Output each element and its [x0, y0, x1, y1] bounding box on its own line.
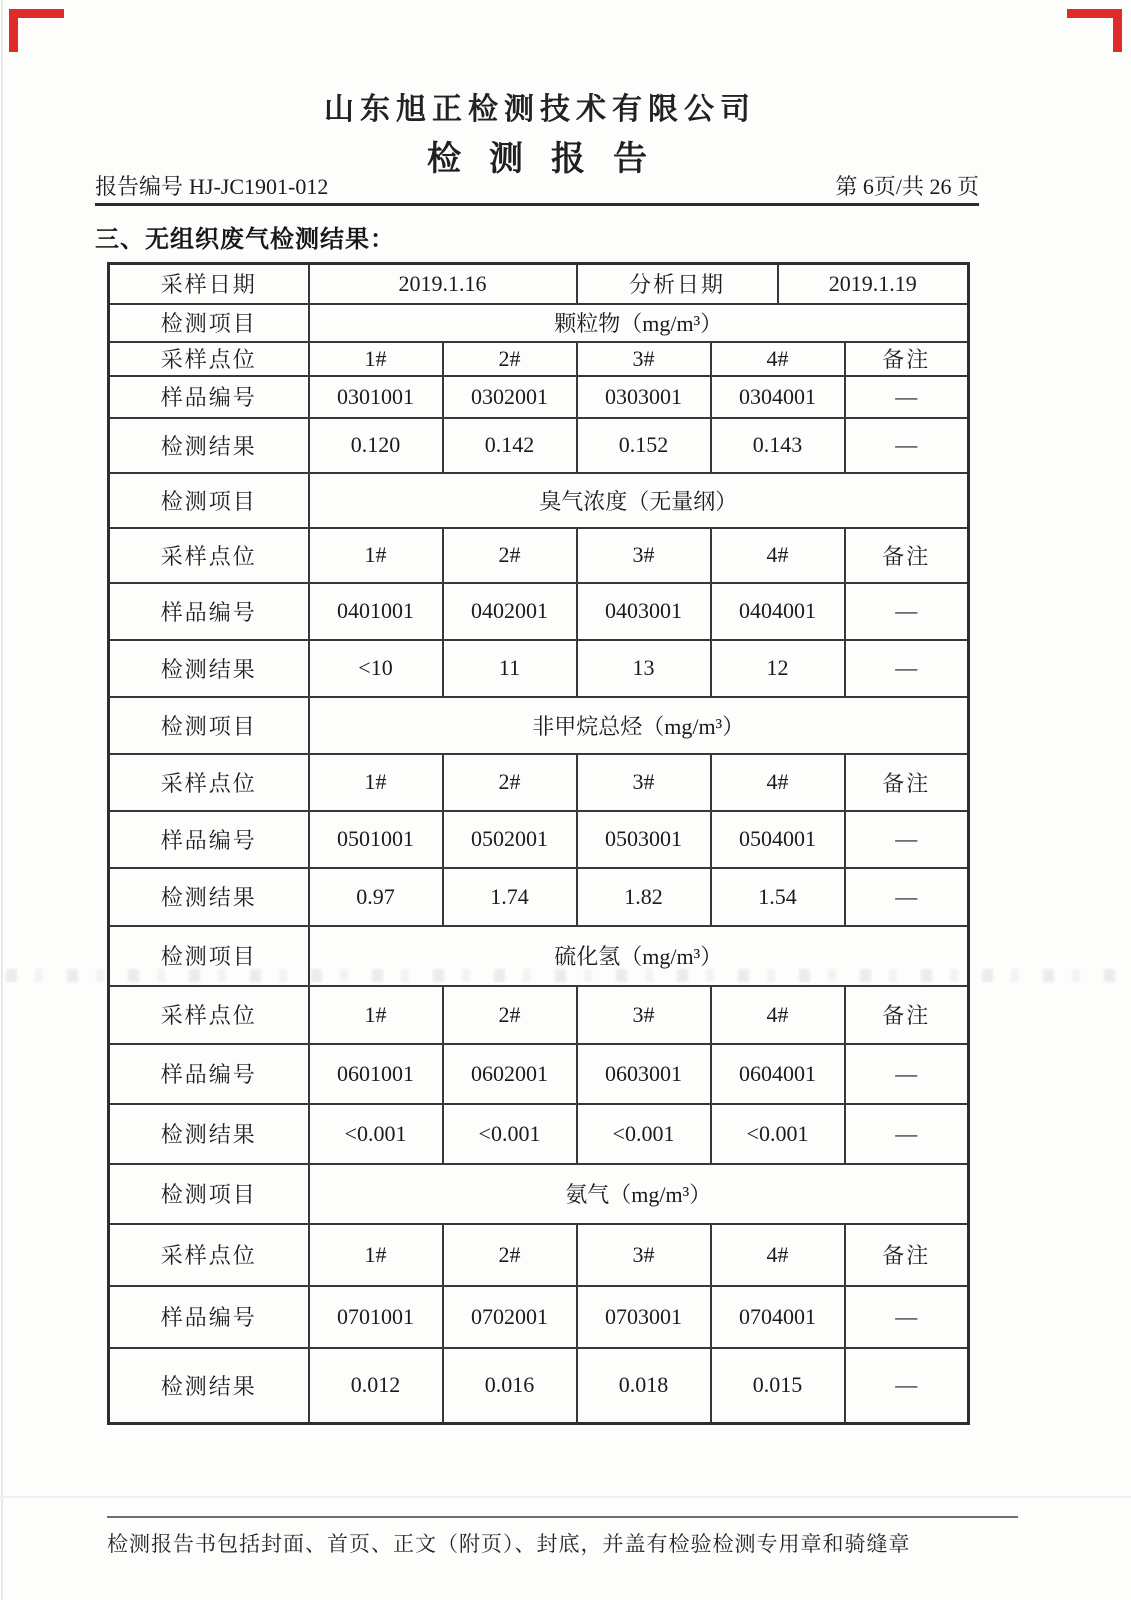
- scan-artifact-line: [0, 1496, 1131, 1498]
- result-value: <0.001: [443, 1104, 577, 1164]
- remark-dash: —: [845, 1286, 969, 1348]
- result-value: 1.82: [577, 868, 711, 926]
- footer-note: 检测报告书包括封面、首页、正文（附页）、封底，并盖有检验检测专用章和骑缝章: [107, 1532, 911, 1556]
- test-item-label: 检测项目: [109, 926, 309, 986]
- test-item-label: 检测项目: [109, 1164, 309, 1224]
- sampling-date-label: 采样日期: [109, 264, 309, 304]
- sample-no-value: 0502001: [443, 811, 577, 868]
- sampling-point-value: 3#: [577, 986, 711, 1044]
- sample-no-label: 样品编号: [109, 1286, 309, 1348]
- sample-no-value: 0302001: [443, 376, 577, 418]
- result-value: 0.97: [309, 868, 443, 926]
- remark-dash: —: [845, 583, 969, 640]
- company-name: 山东旭正检测技术有限公司: [324, 93, 756, 126]
- sample-no-value: 0401001: [309, 583, 443, 640]
- sampling-point-value: 4#: [711, 1224, 845, 1286]
- table-row-sample-no: [109, 376, 969, 418]
- remark-header: 备注: [845, 528, 969, 583]
- result-value: 0.143: [711, 418, 845, 473]
- result-value: 0.152: [577, 418, 711, 473]
- sample-no-value: 0404001: [711, 583, 845, 640]
- sampling-point-value: 2#: [443, 986, 577, 1044]
- result-label: 检测结果: [109, 1348, 309, 1424]
- sampling-point-value: 4#: [711, 528, 845, 583]
- table-row-item: [109, 1164, 969, 1224]
- sample-no-value: 0304001: [711, 376, 845, 418]
- sample-no-value: 0703001: [577, 1286, 711, 1348]
- sample-no-label: 样品编号: [109, 1044, 309, 1104]
- remark-dash: —: [845, 376, 969, 418]
- sample-no-value: 0303001: [577, 376, 711, 418]
- remark-dash: —: [845, 640, 969, 697]
- report-number-label: 报告编号: [95, 174, 184, 199]
- section-heading: 三、无组织废气检测结果：: [95, 227, 395, 253]
- table-row-item: [109, 926, 969, 986]
- document-title: 检测报告: [427, 141, 675, 178]
- crop-mark-top-left: [9, 9, 64, 52]
- crop-mark-top-right: [1067, 9, 1122, 52]
- results-table: [107, 262, 970, 1425]
- header-divider: [95, 203, 979, 206]
- sampling-point-value: 1#: [309, 1224, 443, 1286]
- result-value: 13: [577, 640, 711, 697]
- table-row-result: [109, 418, 969, 473]
- result-value: <10: [309, 640, 443, 697]
- table-row-item: [109, 697, 969, 754]
- sampling-point-value: 3#: [577, 342, 711, 376]
- table-row-item: [109, 304, 969, 342]
- sample-no-label: 样品编号: [109, 811, 309, 868]
- result-value: 0.015: [711, 1348, 845, 1424]
- test-item-value: 非甲烷总烃（mg/m³）: [309, 697, 969, 754]
- remark-header: 备注: [845, 986, 969, 1044]
- report-meta-row: [95, 170, 979, 201]
- test-item-label: 检测项目: [109, 473, 309, 528]
- remark-header: 备注: [845, 342, 969, 376]
- table-row-result: [109, 1348, 969, 1424]
- sample-no-value: 0504001: [711, 811, 845, 868]
- result-value: <0.001: [309, 1104, 443, 1164]
- sample-no-value: 0704001: [711, 1286, 845, 1348]
- sampling-point-value: 2#: [443, 1224, 577, 1286]
- sampling-point-value: 4#: [711, 754, 845, 811]
- table-row-points: [109, 986, 969, 1044]
- result-value: <0.001: [711, 1104, 845, 1164]
- test-item-value: 氨气（mg/m³）: [309, 1164, 969, 1224]
- table-row-sample-no: [109, 1044, 969, 1104]
- remark-dash: —: [845, 418, 969, 473]
- test-item-value: 臭气浓度（无量纲）: [309, 473, 969, 528]
- result-value: 0.016: [443, 1348, 577, 1424]
- table-row-result: [109, 868, 969, 926]
- table-row-result: [109, 1104, 969, 1164]
- table-row-dates: [109, 264, 969, 304]
- sample-no-value: 0701001: [309, 1286, 443, 1348]
- analysis-date-value: 2019.1.19: [778, 264, 969, 304]
- sampling-point-value: 2#: [443, 754, 577, 811]
- sample-no-value: 0604001: [711, 1044, 845, 1104]
- sampling-point-label: 采样点位: [109, 754, 309, 811]
- test-item-value: 硫化氢（mg/m³）: [309, 926, 969, 986]
- sampling-point-label: 采样点位: [109, 1224, 309, 1286]
- table-row-points: [109, 754, 969, 811]
- result-value: 12: [711, 640, 845, 697]
- sample-no-value: 0601001: [309, 1044, 443, 1104]
- result-label: 检测结果: [109, 868, 309, 926]
- sample-no-value: 0402001: [443, 583, 577, 640]
- remark-header: 备注: [845, 754, 969, 811]
- sample-no-value: 0602001: [443, 1044, 577, 1104]
- sampling-point-value: 3#: [577, 1224, 711, 1286]
- test-item-label: 检测项目: [109, 697, 309, 754]
- sampling-point-value: 1#: [309, 342, 443, 376]
- sample-no-label: 样品编号: [109, 376, 309, 418]
- test-item-label: 检测项目: [109, 304, 309, 342]
- table-row-points: [109, 1224, 969, 1286]
- test-item-value: 颗粒物（mg/m³）: [309, 304, 969, 342]
- sampling-point-label: 采样点位: [109, 342, 309, 376]
- table-row-sample-no: [109, 811, 969, 868]
- remark-dash: —: [845, 1044, 969, 1104]
- result-label: 检测结果: [109, 640, 309, 697]
- result-value: 1.74: [443, 868, 577, 926]
- report-number: [95, 170, 334, 201]
- result-value: <0.001: [577, 1104, 711, 1164]
- sample-no-value: 0503001: [577, 811, 711, 868]
- sample-no-value: 0501001: [309, 811, 443, 868]
- result-value: 0.018: [577, 1348, 711, 1424]
- result-value: 11: [443, 640, 577, 697]
- result-label: 检测结果: [109, 418, 309, 473]
- table-row-result: [109, 640, 969, 697]
- remark-dash: —: [845, 1104, 969, 1164]
- sampling-point-value: 2#: [443, 342, 577, 376]
- scan-edge-line: [1, 0, 3, 1600]
- sample-no-value: 0403001: [577, 583, 711, 640]
- sampling-point-value: 1#: [309, 754, 443, 811]
- sampling-date-value: 2019.1.16: [309, 264, 577, 304]
- page-indicator: 第 6页/共 26 页: [835, 174, 979, 199]
- table-row-points: [109, 342, 969, 376]
- result-label: 检测结果: [109, 1104, 309, 1164]
- remark-dash: —: [845, 868, 969, 926]
- remark-dash: —: [845, 1348, 969, 1424]
- sampling-point-value: 4#: [711, 342, 845, 376]
- sampling-point-value: 1#: [309, 986, 443, 1044]
- report-number-value: HJ-JC1901-012: [189, 174, 329, 199]
- result-value: 1.54: [711, 868, 845, 926]
- table-row-points: [109, 528, 969, 583]
- sample-no-value: 0702001: [443, 1286, 577, 1348]
- sampling-point-label: 采样点位: [109, 986, 309, 1044]
- sampling-point-value: 3#: [577, 754, 711, 811]
- result-value: 0.142: [443, 418, 577, 473]
- remark-dash: —: [845, 811, 969, 868]
- table-row-sample-no: [109, 583, 969, 640]
- result-value: 0.120: [309, 418, 443, 473]
- remark-header: 备注: [845, 1224, 969, 1286]
- sample-no-label: 样品编号: [109, 583, 309, 640]
- sampling-point-value: 1#: [309, 528, 443, 583]
- table-row-item: [109, 473, 969, 528]
- sampling-point-value: 4#: [711, 986, 845, 1044]
- result-value: 0.012: [309, 1348, 443, 1424]
- sampling-point-value: 3#: [577, 528, 711, 583]
- sample-no-value: 0301001: [309, 376, 443, 418]
- footer-divider: [107, 1516, 1018, 1518]
- analysis-date-label: 分析日期: [577, 264, 778, 304]
- table-row-sample-no: [109, 1286, 969, 1348]
- sampling-point-value: 2#: [443, 528, 577, 583]
- sample-no-value: 0603001: [577, 1044, 711, 1104]
- sampling-point-label: 采样点位: [109, 528, 309, 583]
